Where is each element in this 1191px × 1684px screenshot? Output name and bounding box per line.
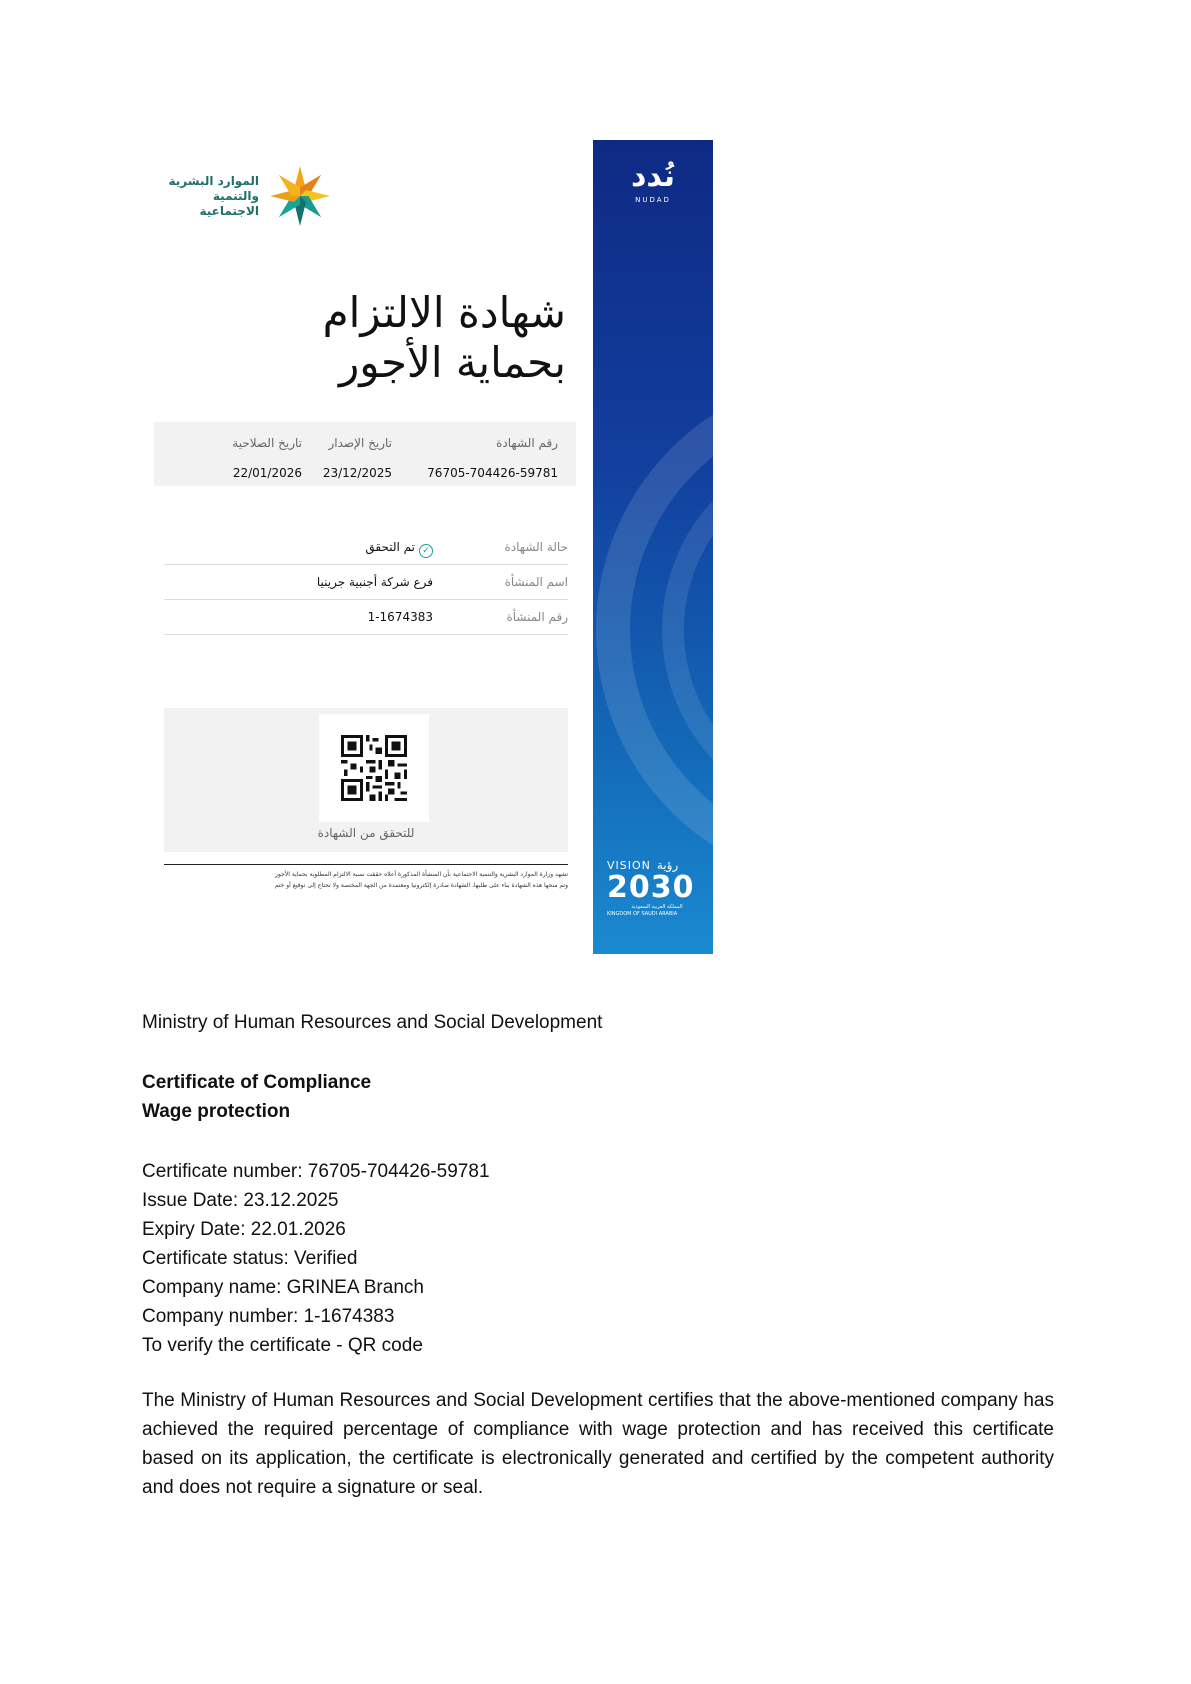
certificate-meta-box bbox=[154, 422, 576, 486]
certificate-number-value: 76705-704426-59781 bbox=[427, 466, 558, 480]
detail-verify: To verify the certificate - QR code bbox=[142, 1335, 423, 1356]
arc-decoration-icon bbox=[593, 140, 713, 954]
qr-code-frame[interactable] bbox=[319, 714, 429, 822]
company-name-label: اسم المنشأة bbox=[504, 575, 568, 589]
status-row bbox=[164, 530, 568, 565]
qr-section bbox=[164, 708, 568, 852]
vision-2030-logo: VISION رؤية 2030 المملكة العربية السعودية KINGDOM OF SAUDI ARABIA bbox=[607, 858, 695, 917]
detail-certificate-status: Certificate status: Verified bbox=[142, 1248, 358, 1269]
company-number-value: 1-1674383 bbox=[367, 610, 433, 624]
translated-title bbox=[142, 1068, 371, 1126]
company-name-row bbox=[164, 565, 568, 600]
detail-issue-date: Issue Date: 23.12.2025 bbox=[142, 1190, 339, 1211]
nudad-side-panel bbox=[593, 140, 713, 954]
palm-star-icon bbox=[266, 164, 334, 228]
title-line-2: Wage protection bbox=[142, 1101, 291, 1122]
company-number-row bbox=[164, 600, 568, 635]
certification-paragraph: The Ministry of Human Resources and Social Development certifies that the above-mentioned company has achieved the required percentage of compliance with wage protection and has received this certificate based on its application, the certificate is electronically generated and certified by the competent authority and does not require a signature or seal. bbox=[142, 1390, 1054, 1498]
expiry-date-value: 22/01/2026 bbox=[232, 466, 302, 480]
status-value: ✓تم التحقق bbox=[365, 540, 433, 558]
qr-caption: للتحقق من الشهادة bbox=[317, 826, 415, 840]
qr-code-icon[interactable] bbox=[341, 735, 407, 801]
detail-company-number: Company number: 1-1674383 bbox=[142, 1306, 395, 1327]
expiry-date-label: تاريخ الصلاحية bbox=[232, 436, 302, 450]
ministry-name: Ministry of Human Resources and Social Development bbox=[142, 1012, 603, 1033]
translated-details bbox=[142, 1157, 490, 1360]
logo-text: الموارد البشرية والتنمية الاجتماعية bbox=[168, 174, 259, 218]
certificate-number-label: رقم الشهادة bbox=[496, 436, 558, 450]
issue-date-label: تاريخ الإصدار bbox=[328, 436, 392, 450]
ministry-logo bbox=[154, 164, 334, 228]
nudad-logo-arabic: نُدد bbox=[631, 159, 675, 194]
verified-check-icon: ✓ bbox=[419, 544, 433, 558]
company-name-value: فرع شركة أجنبية جرينيا bbox=[316, 575, 433, 589]
title-line-1: Certificate of Compliance bbox=[142, 1072, 372, 1093]
detail-expiry-date: Expiry Date: 22.01.2026 bbox=[142, 1219, 346, 1240]
issue-date-value: 23/12/2025 bbox=[322, 466, 392, 480]
nudad-logo-english: NUDAD bbox=[635, 196, 671, 204]
certificate-image bbox=[140, 140, 718, 954]
nudad-logo bbox=[593, 160, 713, 204]
arabic-title: شهادة الالتزام بحماية الأجور bbox=[322, 288, 566, 387]
certificate-footnote: تشهد وزارة الموارد البشرية والتنمية الاجتماعية بأن المنشأة المذكورة أعلاه حققت نسبة الالتزام المطلوبة بحماية الأجور وتم منحها هذه الشهادة بناء على طلبها، الشهادة صادرة إلكترونيا ومعتمدة من الجهة المختصة ولا تحتاج إلى توقيع أو ختم bbox=[164, 864, 568, 891]
detail-certificate-number: Certificate number: 76705-704426-59781 bbox=[142, 1161, 490, 1182]
status-label: حالة الشهادة bbox=[504, 540, 568, 554]
detail-company-name: Company name: GRINEA Branch bbox=[142, 1277, 424, 1298]
certificate-details bbox=[164, 530, 568, 635]
company-number-label: رقم المنشأة bbox=[506, 610, 568, 624]
